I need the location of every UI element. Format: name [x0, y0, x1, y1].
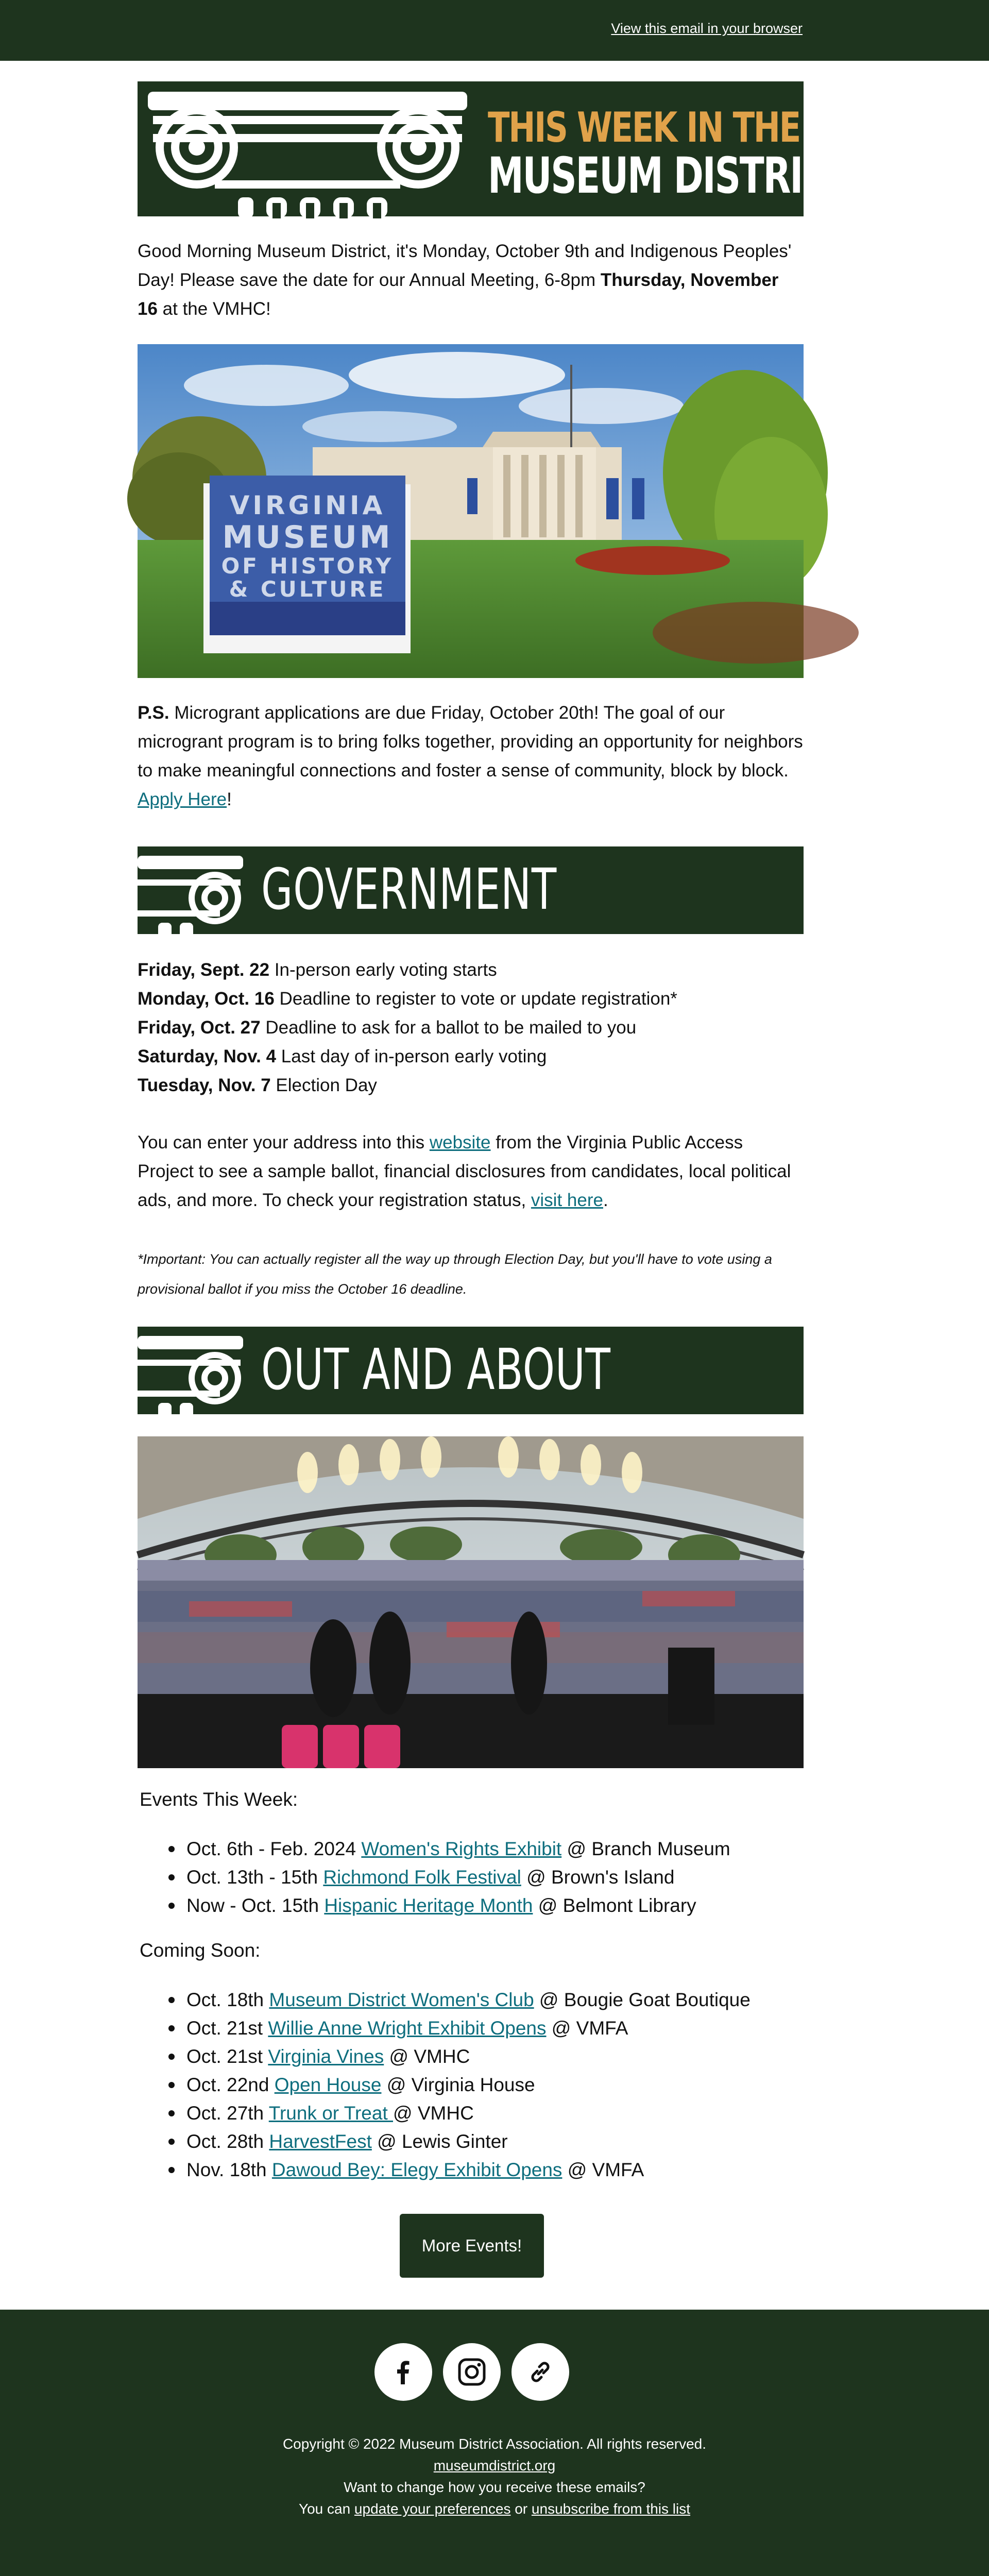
- list-item: Oct. 18th Museum District Women's Club @ Bougie Goat Boutique: [186, 1986, 751, 2014]
- top-bar: [0, 0, 989, 61]
- event-link[interactable]: Museum District Women's Club: [269, 1989, 534, 2010]
- sign-line1: VIRGINIA: [229, 490, 386, 520]
- out-and-about-title: OUT AND ABOUT: [261, 1336, 611, 1402]
- list-item: Oct. 6th - Feb. 2024 Women's Rights Exhibit @ Branch Museum: [186, 1835, 730, 1863]
- apply-here-link[interactable]: Apply Here: [138, 789, 227, 809]
- event-link[interactable]: HarvestFest: [269, 2131, 372, 2152]
- events-this-week-heading: Events This Week:: [140, 1789, 298, 1810]
- site-link[interactable]: museumdistrict.org: [433, 2458, 556, 2473]
- sign-line4: & CULTURE: [229, 577, 386, 602]
- election-dates: [138, 956, 804, 1100]
- ps-tail: !: [227, 789, 232, 809]
- event-link[interactable]: Trunk or Treat: [268, 2103, 394, 2124]
- intro-bold-date: Thursday, November 16: [138, 270, 779, 319]
- government-title: GOVERNMENT: [261, 856, 557, 922]
- banner-line1: THIS WEEK IN THE: [488, 104, 800, 151]
- event-link[interactable]: Open House: [274, 2074, 382, 2095]
- ps-text: Microgrant applications are due Friday, October 20th! The goal of our microgrant program is to bring folks together, providing an opportunity for neighbors to make meaningful connections and foster a sense of community, block by block.: [138, 703, 803, 781]
- column-capital-logo: [138, 81, 478, 216]
- date-row: Saturday, Nov. 4 Last day of in-person early voting: [138, 1046, 547, 1066]
- event-link[interactable]: Richmond Folk Festival: [323, 1867, 521, 1888]
- list-item: Oct. 21st Willie Anne Wright Exhibit Opens @ VMFA: [186, 2014, 751, 2042]
- event-link[interactable]: Women's Rights Exhibit: [361, 1838, 562, 1859]
- important-note: *Important: You can actually register all the way up through Election Day, but you'll have to vote using a provisional ballot if you miss the October 16 deadline.: [138, 1251, 772, 1297]
- event-link[interactable]: Virginia Vines: [268, 2046, 384, 2067]
- list-item: Oct. 21st Virginia Vines @ VMHC: [186, 2042, 751, 2071]
- view-in-browser-link[interactable]: View this email in your browser: [611, 21, 803, 36]
- museum-photo: [138, 344, 804, 678]
- website-link[interactable]: website: [429, 1132, 491, 1153]
- sign-line3: OF HISTORY: [221, 553, 394, 579]
- concert-photo: [138, 1436, 804, 1768]
- date-row: Friday, Sept. 22 In-person early voting starts: [138, 960, 497, 980]
- footer-site-row: [0, 2455, 989, 2477]
- intro-text: Good Morning Museum District, it's Monday, October 9th and Indigenous Peoples' Day! Please save the date for our Annual Meeting, 6-8pm: [138, 241, 792, 290]
- newsletter-banner: [138, 81, 851, 216]
- sample-ballot-paragraph: You can enter your address into this website from the Virginia Public Access Project to see a sample ballot, financial disclosures from candidates, local political ads, and more. To check your registration status, visit here.: [138, 1132, 791, 1210]
- ps-label: P.S.: [138, 703, 169, 723]
- more-events-button[interactable]: More Events!: [400, 2214, 544, 2278]
- out-and-about-header: [138, 1327, 804, 1414]
- website-button[interactable]: [511, 2343, 569, 2401]
- facebook-icon: [389, 2358, 418, 2386]
- link-icon: [526, 2358, 555, 2386]
- update-preferences-link[interactable]: update your preferences: [354, 2501, 511, 2517]
- column-capital-icon: [138, 1327, 251, 1414]
- unsubscribe-link[interactable]: unsubscribe from this list: [531, 2501, 691, 2517]
- facebook-button[interactable]: [374, 2343, 432, 2401]
- date-row: Tuesday, Nov. 7 Election Day: [138, 1075, 377, 1095]
- ps-paragraph: [138, 699, 804, 814]
- date-row: Monday, Oct. 16 Deadline to register to vote or update registration*: [138, 989, 677, 1009]
- change-text: Want to change how you receive these emails?: [344, 2479, 645, 2495]
- coming-soon-list: [186, 1986, 751, 2184]
- events-list: [186, 1835, 730, 1920]
- copyright-text: Copyright © 2022 Museum District Association. All rights reserved.: [282, 2436, 707, 2452]
- intro-tail: at the VMHC!: [157, 299, 271, 319]
- banner-line2: MUSEUM DISTRICT: [488, 147, 851, 205]
- event-link[interactable]: Willie Anne Wright Exhibit Opens: [268, 2018, 547, 2039]
- visit-here-link[interactable]: visit here: [531, 1190, 603, 1210]
- instagram-button[interactable]: [443, 2343, 501, 2401]
- sign-line2: MUSEUM: [222, 519, 393, 555]
- list-item: Nov. 18th Dawoud Bey: Elegy Exhibit Opens @ VMFA: [186, 2156, 751, 2184]
- government-header: [138, 846, 804, 934]
- instagram-icon: [456, 2357, 487, 2387]
- column-capital-icon: [138, 846, 251, 934]
- event-link[interactable]: Hispanic Heritage Month: [324, 1895, 533, 1916]
- list-item: Oct. 28th HarvestFest @ Lewis Ginter: [186, 2127, 751, 2156]
- list-item: Now - Oct. 15th Hispanic Heritage Month @ Belmont Library: [186, 1891, 730, 1920]
- date-row: Friday, Oct. 27 Deadline to ask for a ballot to be mailed to you: [138, 1018, 637, 1038]
- list-item: Oct. 27th Trunk or Treat @ VMHC: [186, 2099, 751, 2127]
- list-item: Oct. 13th - 15th Richmond Folk Festival @ Brown's Island: [186, 1863, 730, 1891]
- list-item: Oct. 22nd Open House @ Virginia House: [186, 2071, 751, 2099]
- preferences-row: You can update your preferences or unsubscribe from this list: [298, 2501, 691, 2517]
- intro-paragraph: [138, 237, 804, 324]
- coming-soon-heading: Coming Soon:: [140, 1940, 261, 1961]
- event-link[interactable]: Dawoud Bey: Elegy Exhibit Opens: [271, 2159, 562, 2180]
